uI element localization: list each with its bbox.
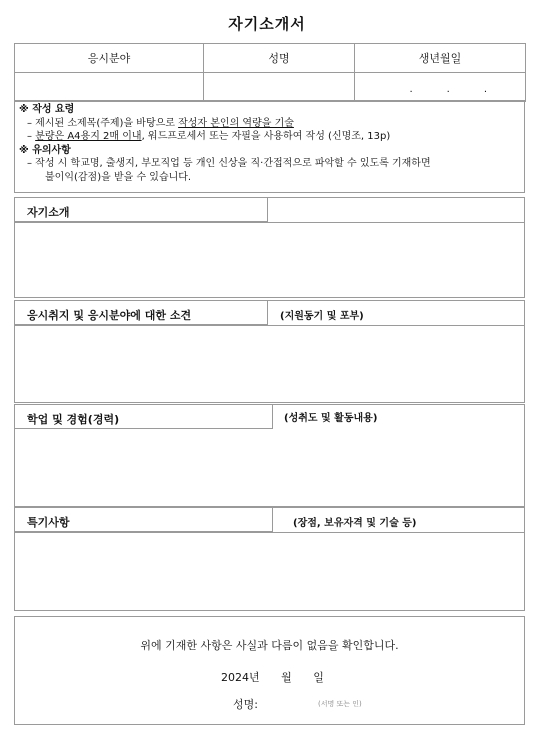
month-text: 월 <box>281 671 292 684</box>
notice-item-continued: 불이익(감점)을 받을 수 있습니다. <box>45 171 192 183</box>
writing-guide <box>14 100 525 193</box>
signature-note: (서명 또는 인) <box>318 700 362 708</box>
dob-header-label: 생년월일 <box>355 44 526 73</box>
applicant-info-table <box>14 43 526 102</box>
education-textarea[interactable] <box>15 430 524 506</box>
intro-textarea[interactable] <box>15 223 524 297</box>
field-input-cell[interactable] <box>15 73 204 102</box>
document-title: 자기소개서 <box>228 15 306 33</box>
education-section <box>14 404 525 507</box>
guide-item: – 분량은 A4용지 2매 이내, 워드프로세서 또는 자필을 사용하여 작성 (신명조, 13p) <box>27 131 391 142</box>
day-text: 일 <box>313 671 324 684</box>
dob-input-cell[interactable] <box>355 73 526 102</box>
special-label: 특기사항 <box>15 508 273 532</box>
notice-heading: ※ 유의사항 <box>19 144 71 156</box>
intro-label: 자기소개 <box>15 198 268 222</box>
education-note: (성취도 및 활동내용) <box>284 413 378 424</box>
confirmation-box <box>14 616 525 725</box>
education-label: 학업 및 경험(경력) <box>15 405 273 429</box>
special-textarea[interactable] <box>15 533 524 610</box>
date-line <box>221 669 342 685</box>
motive-section <box>14 300 525 403</box>
special-note: (장점, 보유자격 및 기술 등) <box>293 518 417 529</box>
guide-heading: ※ 작성 요령 <box>19 104 75 115</box>
dob-separators: . . . <box>409 84 487 95</box>
notice-item: – 작성 시 학교명, 출생지, 부모직업 등 개인 신상을 직·간접적으로 파악할 수 있도록 기재하면 <box>27 158 431 169</box>
motive-note: (지원동기 및 포부) <box>280 311 364 322</box>
motive-textarea[interactable] <box>15 326 524 402</box>
motive-label: 응시취지 및 응시분야에 대한 소견 <box>15 301 268 325</box>
guide-item: – 제시된 소제목(주제)을 바탕으로 작성자 본인의 역량을 기술 <box>27 117 294 129</box>
confirmation-statement: 위에 기재한 사항은 사실과 다름이 없음을 확인합니다. <box>140 639 399 652</box>
field-header-label: 응시분야 <box>15 44 204 73</box>
special-section <box>14 507 525 611</box>
name-header-label: 성명 <box>204 44 355 73</box>
year-text: 2024년 <box>221 671 260 684</box>
intro-section <box>14 197 525 298</box>
signature-label: 성명: <box>233 698 258 711</box>
name-input-cell[interactable] <box>204 73 355 102</box>
